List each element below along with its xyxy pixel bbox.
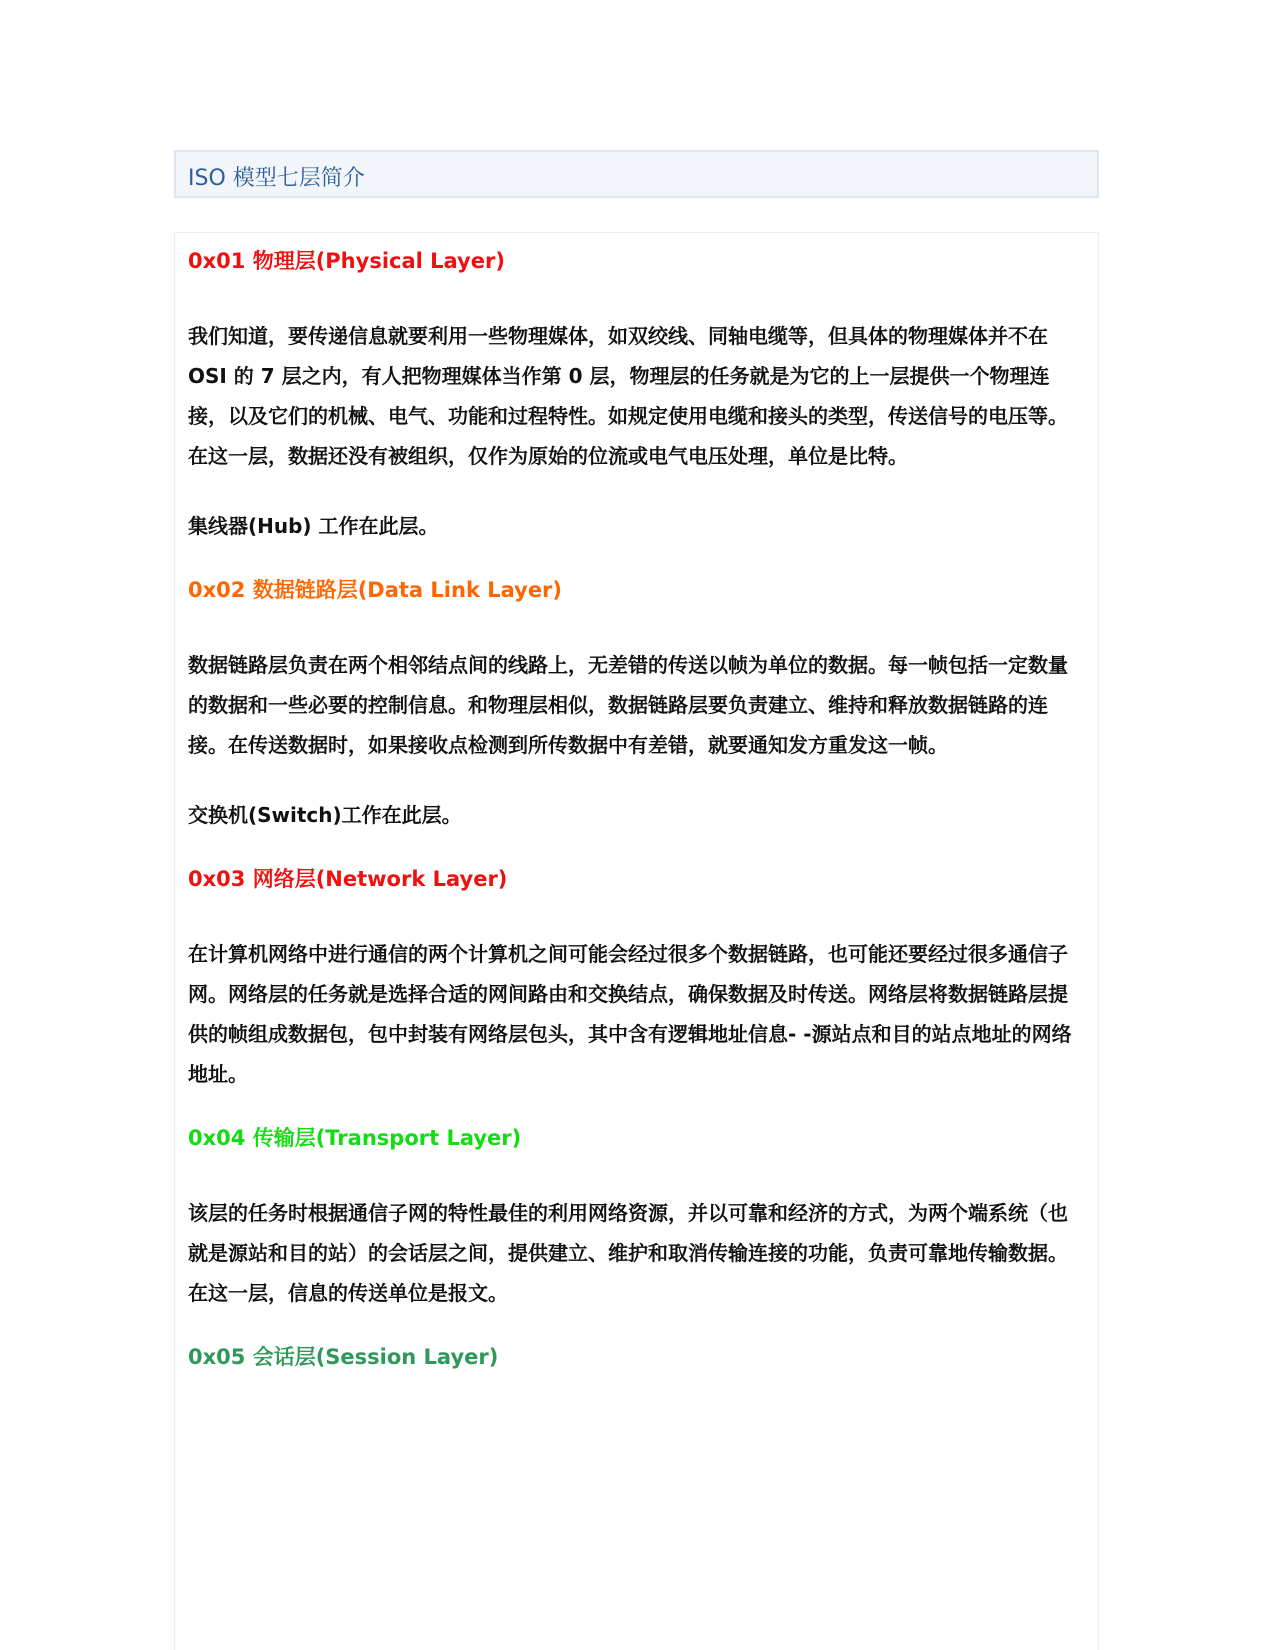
section-heading-transport-layer: 0x04 传输层(Transport Layer)	[188, 1126, 522, 1150]
section-heading-network-layer: 0x03 网络层(Network Layer)	[188, 867, 508, 891]
section-paragraph-network-layer: 在计算机网络中进行通信的两个计算机之间可能会经过很多个数据链路，也可能还要经过很多通信子网。网络层的任务就是选择合适的网间路由和交换结点，确保数据及时传送。网络层将数据链路层提供的帧组成数据包，包中封装有网络层包头，其中含有逻辑地址信息- -源站点和目的站点地址的网络地址。	[188, 942, 1072, 1086]
page-title: ISO 模型七层简介	[188, 166, 365, 191]
section-heading-physical-layer: 0x01 物理层(Physical Layer)	[188, 249, 505, 273]
section-heading-session-layer: 0x05 会话层(Session Layer)	[188, 1345, 499, 1369]
section-note-hub: 集线器(Hub) 工作在此层。	[188, 514, 439, 538]
section-paragraph-data-link-layer: 数据链路层负责在两个相邻结点间的线路上，无差错的传送以帧为单位的数据。每一帧包括一定数量的数据和一些必要的控制信息。和物理层相似，数据链路层要负责建立、维持和释放数据链路的连接。在传送数据时，如果接收点检测到所传数据中有差错，就要通知发方重发这一帧。	[188, 653, 1068, 757]
section-note-switch: 交换机(Switch)工作在此层。	[188, 803, 462, 827]
section-paragraph-physical-layer: 我们知道，要传递信息就要利用一些物理媒体，如双绞线、同轴电缆等，但具体的物理媒体并不在 OSI 的 7 层之内，有人把物理媒体当作第 0 层，物理层的任务就是为它的上一层提供一个物理连接，以及它们的机械、电气、功能和过程特性。如规定使用电缆和接头的类型，传送信号的电压等。在这一层，数据还没有被组织，仅作为原始的位流或电气电压处理，单位是比特。	[188, 324, 1068, 468]
section-heading-data-link-layer: 0x02 数据链路层(Data Link Layer)	[188, 578, 563, 602]
content-panel	[174, 232, 1099, 1650]
page-title-box	[174, 150, 1099, 198]
section-paragraph-transport-layer: 该层的任务时根据通信子网的特性最佳的利用网络资源，并以可靠和经济的方式，为两个端系统（也就是源站和目的站）的会话层之间，提供建立、维护和取消传输连接的功能，负责可靠地传输数据。在这一层，信息的传送单位是报文。	[188, 1201, 1068, 1305]
content-body	[175, 233, 1098, 1371]
